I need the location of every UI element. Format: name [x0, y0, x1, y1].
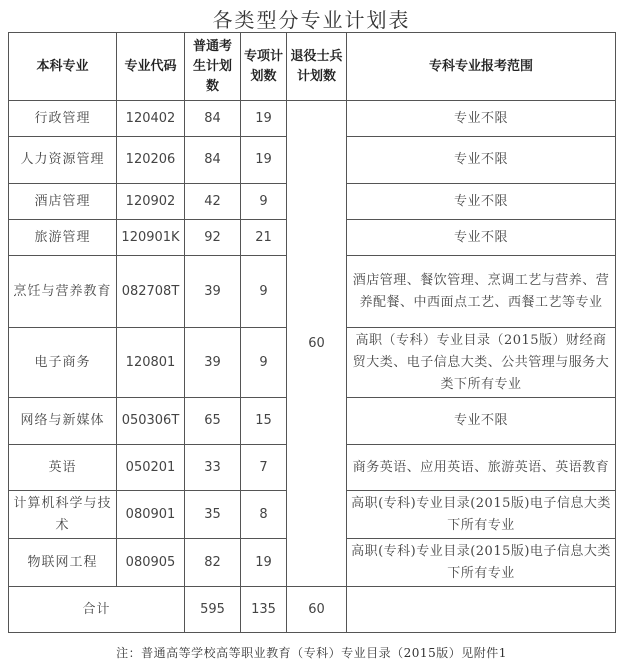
general-cell: 35 [185, 491, 241, 539]
total-scope-empty [347, 587, 616, 633]
general-cell: 84 [185, 137, 241, 184]
general-cell: 39 [185, 328, 241, 398]
code-cell: 120801 [117, 328, 185, 398]
page-title: 各类型分专业计划表 [212, 8, 411, 32]
scope-cell: 专业不限 [347, 398, 616, 445]
general-cell: 84 [185, 101, 241, 137]
header-row [9, 33, 616, 101]
code-cell: 050201 [117, 445, 185, 491]
major-cell: 计算机科学与技术 [9, 491, 117, 539]
scope-cell: 专业不限 [347, 220, 616, 256]
scope-cell: 酒店管理、餐饮管理、烹调工艺与营养、营养配餐、中西面点工艺、西餐工艺等专业 [347, 256, 616, 328]
special-cell: 15 [241, 398, 287, 445]
scope-cell: 高职（专科）专业目录（2015版）财经商贸大类、电子信息大类、公共管理与服务大类下所有专业 [347, 328, 616, 398]
scope-cell: 专业不限 [347, 101, 616, 137]
total-row [9, 587, 616, 633]
scope-cell: 专业不限 [347, 137, 616, 184]
total-general: 595 [185, 587, 241, 633]
scope-cell: 高职(专科)专业目录(2015版)电子信息大类下所有专业 [347, 539, 616, 587]
header-special-plan: 专项计划数 [241, 33, 287, 101]
special-cell: 21 [241, 220, 287, 256]
code-cell: 120901K [117, 220, 185, 256]
header-major: 本科专业 [9, 33, 117, 101]
special-cell: 19 [241, 137, 287, 184]
general-cell: 92 [185, 220, 241, 256]
header-general-plan: 普通考生计划数 [185, 33, 241, 101]
header-veteran-plan: 退役士兵计划数 [287, 33, 347, 101]
special-cell: 19 [241, 539, 287, 587]
general-cell: 39 [185, 256, 241, 328]
major-cell: 烹饪与营养教育 [9, 256, 117, 328]
major-cell: 电子商务 [9, 328, 117, 398]
major-cell: 物联网工程 [9, 539, 117, 587]
major-cell: 酒店管理 [9, 184, 117, 220]
major-cell: 旅游管理 [9, 220, 117, 256]
special-cell: 9 [241, 328, 287, 398]
general-cell: 42 [185, 184, 241, 220]
major-cell: 行政管理 [9, 101, 117, 137]
code-cell: 050306T [117, 398, 185, 445]
footnote: 注：普通高等学校高等职业教育（专科）专业目录（2015版）见附件1 [116, 646, 507, 660]
general-cell: 82 [185, 539, 241, 587]
header-scope: 专科专业报考范围 [347, 33, 616, 101]
special-cell: 8 [241, 491, 287, 539]
scope-cell: 商务英语、应用英语、旅游英语、英语教育 [347, 445, 616, 491]
code-cell: 120902 [117, 184, 185, 220]
special-cell: 9 [241, 184, 287, 220]
general-cell: 33 [185, 445, 241, 491]
code-cell: 082708T [117, 256, 185, 328]
special-cell: 9 [241, 256, 287, 328]
special-cell: 19 [241, 101, 287, 137]
veteran-merged-cell: 60 [287, 101, 347, 587]
major-cell: 英语 [9, 445, 117, 491]
code-cell: 120402 [117, 101, 185, 137]
total-special: 135 [241, 587, 287, 633]
code-cell: 080905 [117, 539, 185, 587]
header-code: 专业代码 [117, 33, 185, 101]
major-cell: 人力资源管理 [9, 137, 117, 184]
scope-cell: 专业不限 [347, 184, 616, 220]
plan-table [8, 32, 616, 633]
scope-cell: 高职(专科)专业目录(2015版)电子信息大类下所有专业 [347, 491, 616, 539]
table-row [9, 101, 616, 137]
code-cell: 080901 [117, 491, 185, 539]
code-cell: 120206 [117, 137, 185, 184]
total-veteran: 60 [287, 587, 347, 633]
general-cell: 65 [185, 398, 241, 445]
major-cell: 网络与新媒体 [9, 398, 117, 445]
total-label: 合计 [9, 587, 185, 633]
special-cell: 7 [241, 445, 287, 491]
